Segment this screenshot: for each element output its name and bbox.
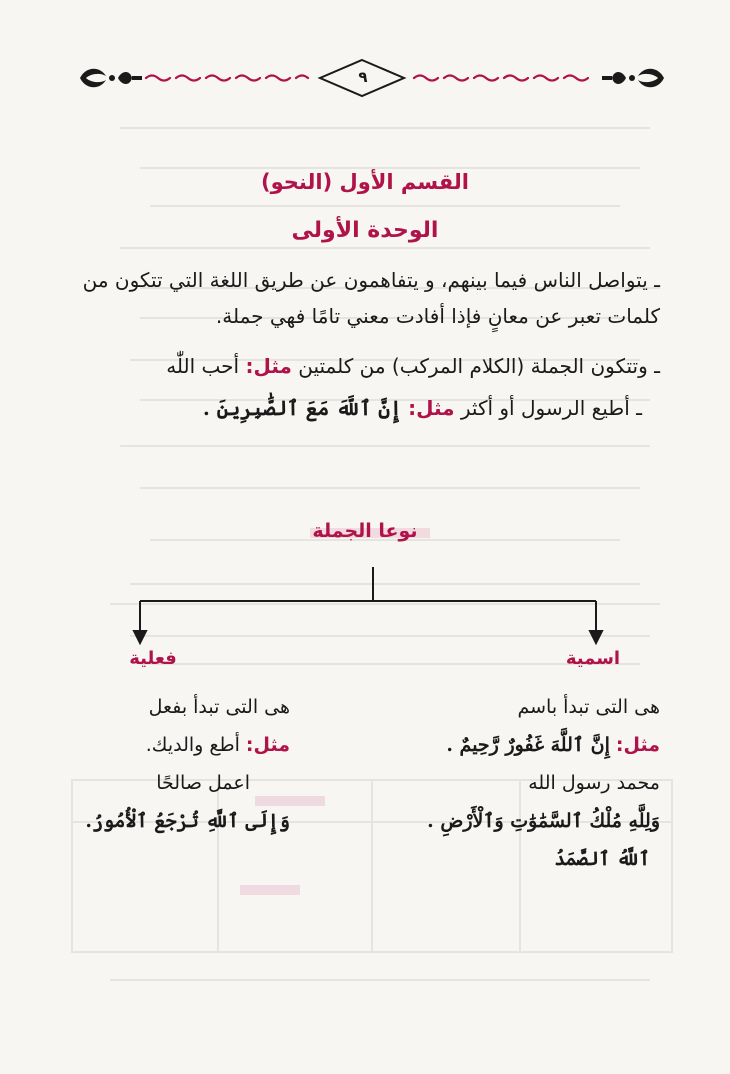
sentence-composition-paragraph	[60, 348, 660, 384]
nominal-sentence-column	[380, 688, 660, 878]
nominal-example-1: إِنَّ ٱللَّهَ غَفُورٌ رَّحِيمٌ .	[446, 734, 610, 756]
diagram-title: نوعا الجملة	[312, 520, 418, 542]
section-title: القسم الأول (النحو)	[261, 170, 469, 194]
quran-verse: إِنَّ ٱللَّهَ مَعَ ٱلصَّٰبِرِينَ .	[202, 396, 402, 420]
verbal-example-3: وَإِلَى ٱللَّهِ تُرْجَعُ ٱلْأُمُورُ.	[85, 810, 290, 832]
verbal-sentence-label: فعلية	[129, 648, 177, 669]
example-label: مثل:	[245, 734, 290, 756]
obey-paragraph	[60, 390, 660, 426]
intro-line-1: ـ يتواصل الناس فيما بينهم، و يتفاهمون عن طريق اللغة التي تتكون من	[82, 268, 660, 292]
composition-text: ـ وتتكون الجملة (الكلام المركب) من كلمتين	[298, 354, 660, 378]
right-arrow-icon	[590, 631, 602, 643]
verbal-sentence-column	[60, 688, 290, 840]
nominal-example-4: ٱللَّهُ ٱلصَّمَدُ	[554, 848, 650, 870]
nominal-example-2: محمد رسول الله	[528, 772, 660, 794]
obey-text: ـ أطيع الرسول أو أكثر	[460, 396, 642, 420]
nominal-example-line	[380, 726, 660, 764]
verbal-example-2: اعمل صالحًا	[156, 772, 250, 794]
page-number: ٩	[358, 68, 368, 86]
nominal-definition: هى التى تبدأ باسم	[517, 696, 660, 718]
example-text: أحب اللّٰه	[166, 354, 240, 378]
example-label: مثل:	[615, 734, 660, 756]
verbal-example-1: أطع والديك.	[145, 734, 240, 756]
left-arrow-icon	[134, 631, 146, 643]
nominal-sentence-label: اسمية	[565, 648, 621, 669]
example-label: مثل:	[408, 396, 455, 420]
intro-line-2: كلمات تعبر عن معانٍ فإذا أفادت معني تامًا فهي جملة.	[215, 304, 660, 328]
example-label: مثل:	[245, 354, 292, 378]
unit-title: الوحدة الأولى	[291, 218, 439, 243]
verbal-example-line	[60, 726, 290, 764]
intro-paragraph	[60, 262, 660, 334]
nominal-example-3: وَلِلَّهِ مُلْكُ ٱلسَّمَٰوَٰتِ وَٱلْأَرْضِ .	[427, 810, 660, 832]
verbal-definition: هى التى تبدأ بفعل	[148, 696, 290, 718]
